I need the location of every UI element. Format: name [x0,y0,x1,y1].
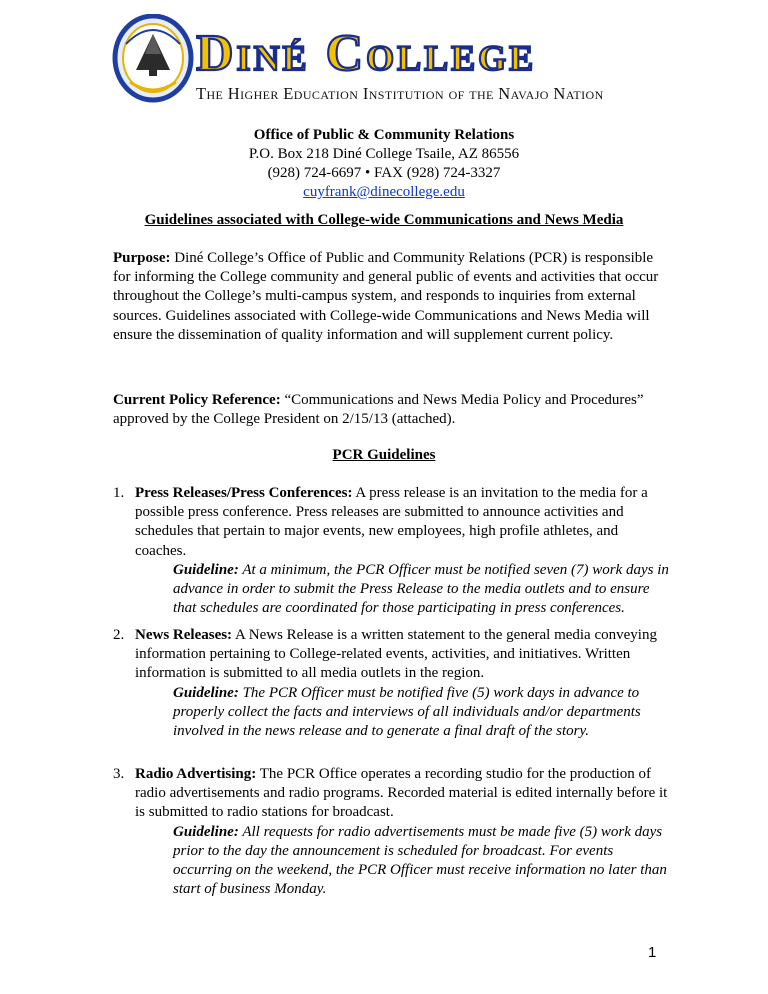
policy-reference-label: Current Policy Reference: [113,392,281,408]
list-item [113,765,670,899]
policy-reference-paragraph [113,391,668,429]
policy-reference-text: “Communications and News Media Policy and Procedures” approved by the College President on 2/15/13 (attached). [113,392,644,428]
guideline-text: At a minimum, the PCR Officer must be notified seven (7) work days in advance in order to submit the Press Release to the media outlets and to ensure that schedules are coordinated for those participating in press conferences. [173,561,669,617]
item-text: The PCR Office operates a recording studio for the production of radio advertisements and radio programs. Recorded material is edited internally before it is submitted to radio stations for broadcast. [135,766,668,821]
svg-text:Diné College: Diné College [196,25,537,80]
item-guideline [173,561,670,619]
item-label: Press Releases/Press Conferences: [135,485,353,501]
item-label: Radio Advertising: [135,766,257,782]
document-title: Guidelines associated with College-wide Communications and News Media [144,212,624,228]
letterhead-subtitle: The Higher Education Institution of the Navajo Nation [196,84,604,103]
purpose-label: Purpose: [113,250,171,266]
mailing-address: P.O. Box 218 Diné College Tsaile, AZ 86556 [248,146,520,162]
item-number: 2. [113,627,125,643]
item-number: 1. [113,485,125,501]
list-item [113,484,670,618]
item-guideline [173,684,670,742]
guideline-label: Guideline: [173,561,239,578]
section-heading: PCR Guidelines [332,447,436,463]
item-number: 3. [113,766,125,782]
email-link[interactable]: cuyfrank@dinecollege.edu [303,184,465,200]
guideline-label: Guideline: [173,823,239,840]
college-name-logo [196,20,676,80]
item-guideline [173,823,670,900]
item-text: A News Release is a written statement to the general media conveying information pertaining to College-related events, activities, and initiatives. Written information is submitted to all media outlets in the region. [135,627,657,682]
purpose-paragraph [113,249,668,345]
guideline-text: All requests for radio advertisements must be made five (5) work days prior to the day the announcement is scheduled for broadcast. For events occurring on the weekend, the PCR Officer must receive information no later than start of business Monday. [173,823,667,898]
college-seal-logo [112,14,194,104]
purpose-text: Diné College’s Office of Public and Community Relations (PCR) is responsible for informing the College community and general public of events and activities that occur throughout the College’s multi-campus system, and responds to inquiries from external sources. Guidelines associated with College-wide Communications and News Media will ensure the dissemination of quality information and will supplement current policy. [113,250,659,343]
phone-fax: (928) 724-6697 • FAX (928) 724-3327 [267,165,501,181]
guideline-label: Guideline: [173,684,239,701]
guideline-text: The PCR Officer must be notified five (5) work days in advance to properly collect the facts and interviews of all individuals and/or departments involved in the news release and to generate a final draft of the story. [173,684,641,740]
office-name: Office of Public & Community Relations [253,127,515,143]
page-number: 1 [648,944,657,961]
list-item [113,626,670,741]
item-text: A press release is an invitation to the media for a possible press conference. Press releases are submitted to announce activities and schedules that pertain to major events, new employees, high profile athletes, and coaches. [135,485,648,559]
item-label: News Releases: [135,627,233,643]
contact-block [0,126,768,202]
